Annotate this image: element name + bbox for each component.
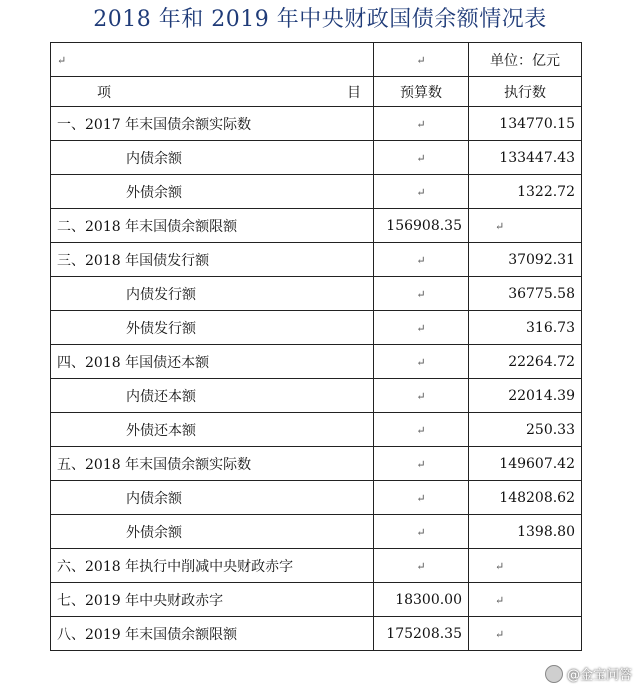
actual-cell: ↵ [469,549,582,583]
table-row [51,379,582,413]
budget-cell: ↵ [374,277,469,311]
budget-cell: ↵ [374,481,469,515]
table-row [51,515,582,549]
header-item-left: 项 [97,84,111,101]
budget-cell: ↵ [374,379,469,413]
item-cell: 外债余额 [51,515,374,549]
actual-cell: ↵ [469,583,582,617]
item-cell: 外债发行额 [51,311,374,345]
actual-cell: 133447.43 [469,141,582,175]
budget-cell: ↵ [374,311,469,345]
budget-cell: 156908.35 [374,209,469,243]
actual-cell: 316.73 [469,311,582,345]
table-row [51,413,582,447]
table-row [51,141,582,175]
watermark-logo-icon [545,665,563,683]
budget-cell: ↵ [374,141,469,175]
budget-cell: ↵ [374,345,469,379]
actual-cell: 1398.80 [469,515,582,549]
item-cell: 内债余额 [51,141,374,175]
budget-cell: ↵ [374,107,469,141]
actual-cell: 1322.72 [469,175,582,209]
actual-cell: ↵ [469,617,582,651]
table-row [51,311,582,345]
table-row [51,175,582,209]
budget-cell: ↵ [374,413,469,447]
table-row [51,107,582,141]
watermark-text: @金宝问答 [566,668,632,683]
empty-cell: ↵ [374,43,469,77]
empty-cell: ↵ [51,43,374,77]
header-actual: 执行数 [469,77,582,107]
header-item [51,77,374,107]
actual-cell: 22264.72 [469,345,582,379]
table-row [51,277,582,311]
budget-cell: ↵ [374,175,469,209]
item-cell: 六、2018 年执行中削减中央财政赤字 [51,549,374,583]
budget-cell: 18300.00 [374,583,469,617]
item-cell: 一、2017 年末国债余额实际数 [51,107,374,141]
actual-cell: 36775.58 [469,277,582,311]
item-cell: 八、2019 年末国债余额限额 [51,617,374,651]
table-row [51,243,582,277]
item-cell: 外债余额 [51,175,374,209]
table-row [51,481,582,515]
actual-cell: 149607.42 [469,447,582,481]
budget-cell: ↵ [374,549,469,583]
debt-table [50,42,582,651]
budget-cell: ↵ [374,515,469,549]
actual-cell: 37092.31 [469,243,582,277]
actual-cell: 148208.62 [469,481,582,515]
header-budget: 预算数 [374,77,469,107]
table-row [51,583,582,617]
unit-label: 单位：亿元 [469,43,582,77]
item-cell: 五、2018 年末国债余额实际数 [51,447,374,481]
item-cell: 四、2018 年国债还本额 [51,345,374,379]
item-cell: 七、2019 年中央财政赤字 [51,583,374,617]
watermark [545,664,632,683]
actual-cell: 22014.39 [469,379,582,413]
table-row [51,447,582,481]
actual-cell: ↵ [469,209,582,243]
unit-row [51,43,582,77]
page-title: 2018 年和 2019 年中央财政国债余额情况表 [93,7,547,32]
budget-cell: ↵ [374,447,469,481]
header-item-right: 目 [347,84,361,101]
item-cell: 内债发行额 [51,277,374,311]
item-cell: 内债还本额 [51,379,374,413]
budget-cell: ↵ [374,243,469,277]
table-row [51,345,582,379]
actual-cell: 134770.15 [469,107,582,141]
table-row [51,549,582,583]
header-row [51,77,582,107]
item-cell: 二、2018 年末国债余额限额 [51,209,374,243]
table-row [51,617,582,651]
table-row [51,209,582,243]
item-cell: 三、2018 年国债发行额 [51,243,374,277]
item-cell: 外债还本额 [51,413,374,447]
actual-cell: 250.33 [469,413,582,447]
item-cell: 内债余额 [51,481,374,515]
budget-cell: 175208.35 [374,617,469,651]
